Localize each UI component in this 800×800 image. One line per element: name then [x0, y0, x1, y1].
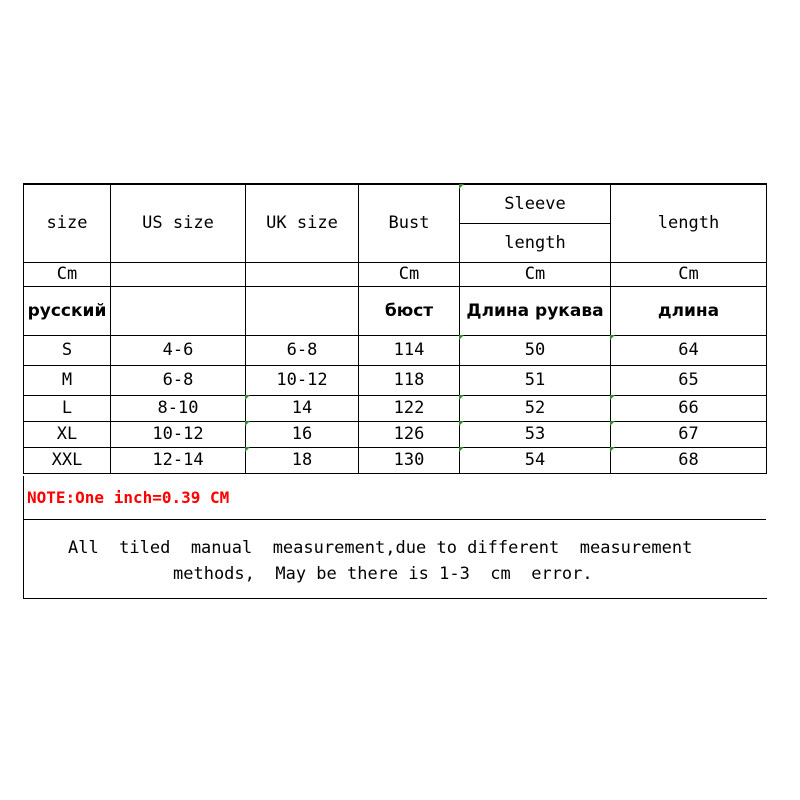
- cell-bust: 118: [359, 365, 460, 395]
- table-row: [24, 421, 767, 447]
- cell-sleeve: 53: [460, 421, 611, 447]
- cell-uk: 16: [246, 421, 359, 447]
- cell-sleeve: 50: [460, 335, 611, 365]
- cell-us: 4-6: [111, 335, 246, 365]
- russian-length: длина: [611, 286, 767, 335]
- cell-size: XL: [24, 421, 111, 447]
- size-chart: [23, 183, 766, 474]
- disclaimer-line-2: methods, May be there is 1-3 cm error.: [173, 564, 593, 584]
- cell-length: 65: [611, 365, 767, 395]
- cell-length: 68: [611, 447, 767, 473]
- cell-bust: 122: [359, 395, 460, 421]
- header-length: length: [611, 184, 767, 262]
- cell-length: 64: [611, 335, 767, 365]
- size-table: [23, 183, 767, 474]
- cell-bust: 130: [359, 447, 460, 473]
- cell-bust: 114: [359, 335, 460, 365]
- unit-sleeve: Cm: [460, 262, 611, 286]
- unit-size: Cm: [24, 262, 111, 286]
- cell-sleeve: 52: [460, 395, 611, 421]
- cell-us: 6-8: [111, 365, 246, 395]
- russian-bust: бюст: [359, 286, 460, 335]
- cell-us: 10-12: [111, 421, 246, 447]
- cell-uk: 14: [246, 395, 359, 421]
- cell-sleeve: 51: [460, 365, 611, 395]
- cell-us: 8-10: [111, 395, 246, 421]
- header-us-size: US size: [111, 184, 246, 262]
- cell-size: S: [24, 335, 111, 365]
- cell-uk: 6-8: [246, 335, 359, 365]
- cell-uk: 10-12: [246, 365, 359, 395]
- russian-sleeve: Длина рукава: [460, 286, 611, 335]
- table-row: [24, 335, 767, 365]
- header-sleeve-length: length: [460, 223, 611, 262]
- unit-length: Cm: [611, 262, 767, 286]
- cell-size: M: [24, 365, 111, 395]
- header-uk-size: UK size: [246, 184, 359, 262]
- russian-label: русский: [24, 286, 111, 335]
- note-box: [23, 476, 766, 520]
- cell-size: L: [24, 395, 111, 421]
- header-bust: Bust: [359, 184, 460, 262]
- measurement-disclaimer: [23, 519, 767, 599]
- table-row: [24, 365, 767, 395]
- cell-uk: 18: [246, 447, 359, 473]
- unit-us: [111, 262, 246, 286]
- table-row: [24, 395, 767, 421]
- cell-sleeve: 54: [460, 447, 611, 473]
- cell-us: 12-14: [111, 447, 246, 473]
- russian-uk: [246, 286, 359, 335]
- unit-bust: Cm: [359, 262, 460, 286]
- header-size: size: [24, 184, 111, 262]
- table-row: [24, 447, 767, 473]
- header-sleeve: Sleeve: [460, 184, 611, 223]
- cell-bust: 126: [359, 421, 460, 447]
- cell-length: 66: [611, 395, 767, 421]
- conversion-note: NOTE:One inch=0.39 CM: [27, 488, 230, 507]
- unit-uk: [246, 262, 359, 286]
- disclaimer-line-1: All tiled manual measurement,due to different measurement: [68, 538, 693, 558]
- cell-length: 67: [611, 421, 767, 447]
- russian-us: [111, 286, 246, 335]
- cell-size: XXL: [24, 447, 111, 473]
